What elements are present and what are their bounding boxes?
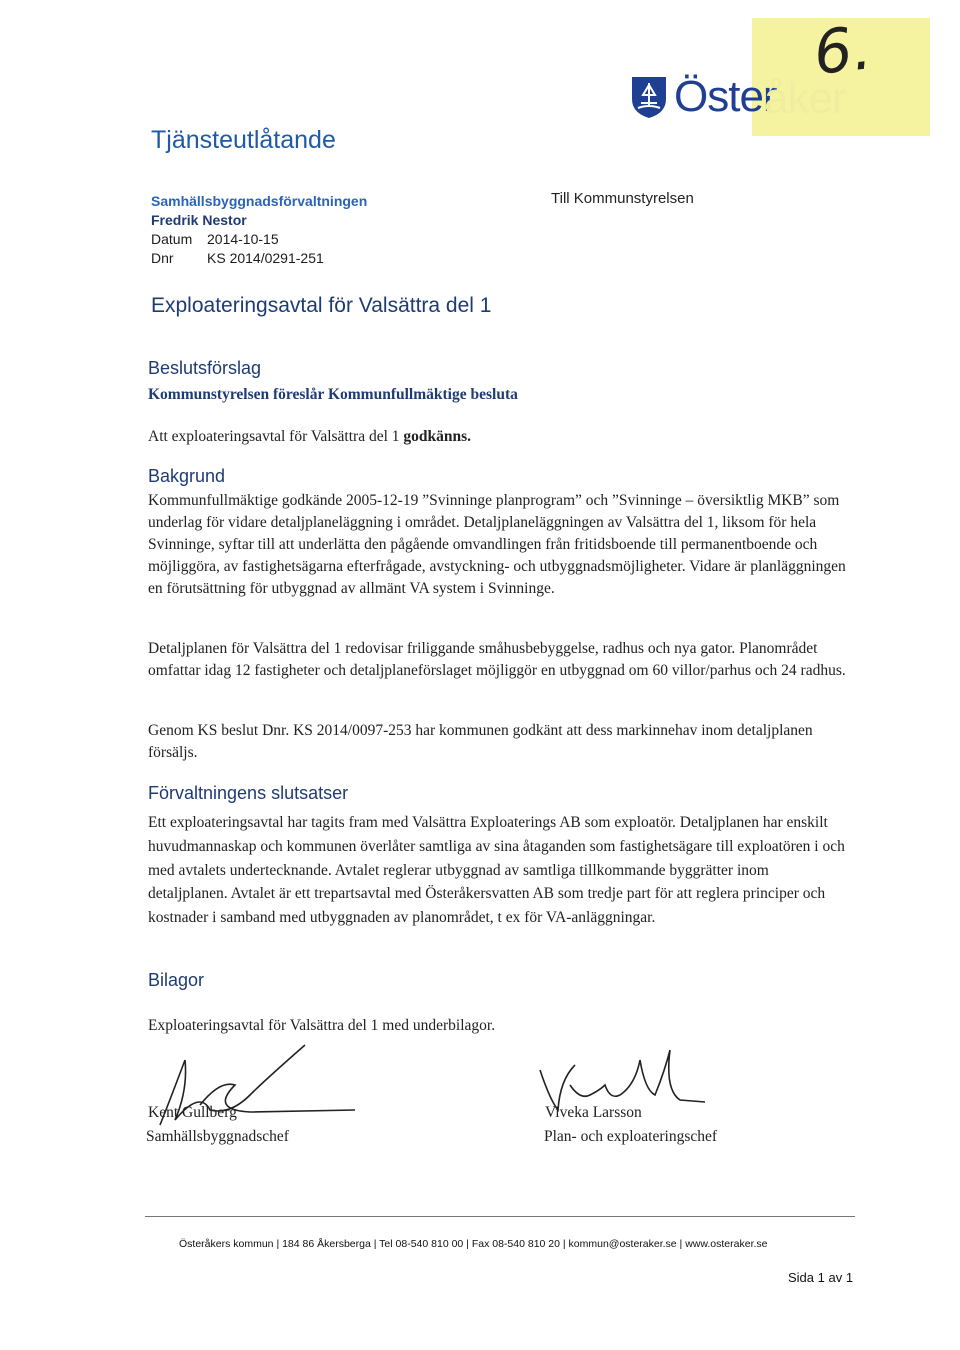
bakgrund-heading: Bakgrund <box>148 466 226 486</box>
date-label: Datum <box>151 231 193 247</box>
beslutsforslag-text <box>148 426 848 448</box>
footer-contact: Österåkers kommun | 184 86 Åkersberga | Tel 08-540 810 00 | Fax 08-540 810 20 | kommun@osteraker.se | www.osteraker.se <box>179 1238 768 1250</box>
sender-block <box>151 192 367 268</box>
bilagor-text: Exploateringsavtal för Valsättra del 1 med underbilagor. <box>148 1017 496 1034</box>
signatory-1-name: Kent Gullberg <box>148 1104 237 1121</box>
footer-divider <box>145 1216 855 1217</box>
bakgrund-paragraph-3: Genom KS beslut Dnr. KS 2014/0097-253 har kommunen godkänt att dess markinnehav inom detaljplanen försäljs. <box>148 722 813 761</box>
bakgrund-paragraph-2: Detaljplanen för Valsättra del 1 redovisar friliggande småhusbebyggelse, radhus och nya gator. Planområdet omfattar idag 12 fastigheter och detaljplaneförslaget möjliggör en utbyggnad om 60 villor/parhus och 24 radhus. <box>148 640 846 679</box>
beslutsforslag-subheading: Kommunstyrelsen föreslår Kommunfullmäktige besluta <box>148 386 518 403</box>
coat-of-arms-icon <box>630 75 668 119</box>
sender-organization: Samhällsbyggnadsförvaltningen <box>151 193 368 209</box>
document-type: Tjänsteutlåtande <box>151 126 336 154</box>
document-title: Exploateringsavtal för Valsättra del 1 <box>151 294 492 317</box>
recipient: Till Kommunstyrelsen <box>551 190 694 207</box>
date-row <box>151 230 367 249</box>
logo-wordmark: Öster <box>674 72 777 121</box>
slutsatser-heading: Förvaltningens slutsatser <box>148 783 349 803</box>
municipality-logo <box>630 72 777 122</box>
page-number: Sida 1 av 1 <box>788 1270 854 1285</box>
dnr-value: KS 2014/0291-251 <box>207 250 324 266</box>
sticky-note-number: 6. <box>810 13 875 89</box>
bakgrund-paragraph-1: Kommunfullmäktige godkände 2005-12-19 ”Svinninge planprogram” och ”Svinninge – översiktlig MKB” som underlag för vidare detaljplaneläggning i området. Detaljplaneläggningen av Valsättra del 1, liksom för hela Svinninge, syftar till att underlätta den pågående omvandlingen från fritidsboende till permanentboende och möjliggöra, av fastighetsägarna efterfrågade, avstyckning- och utbyggnadsmöjligheter. Vidare är planläggningen en förutsättning för utbyggnad av allmänt VA system i Svinninge. <box>148 492 846 597</box>
signatory-2-title: Plan- och exploateringschef <box>544 1128 718 1145</box>
logo-wordmark-faded: åker <box>764 74 846 123</box>
sender-person: Fredrik Nestor <box>151 212 247 228</box>
slutsatser-paragraph: Ett exploateringsavtal har tagits fram med Valsättra Exploaterings AB som exploatör. Detaljplanen har enskilt huvudmannaskap och kommunen överlåter samtliga av sina åtaganden som fastighetsägare till exploatören i och med avtalets undertecknande. Avtalet reglerar utbyggnad av samtliga tillkommande byggrätter inom detaljplanen. Avtalet är ett trepartsavtal med Österåkersvatten AB som tredje part för att reglera principer och kostnader i samband med utbyggnaden av planområdet, t ex för VA-anläggningar. <box>148 814 845 927</box>
dnr-row <box>151 249 367 268</box>
signatory-1-title: Samhällsbyggnadschef <box>146 1128 289 1145</box>
bilagor-heading: Bilagor <box>148 970 205 990</box>
beslutsforslag-text-prefix: Att exploateringsavtal för Valsättra del 1 <box>148 428 404 445</box>
beslutsforslag-text-bold: godkänns. <box>403 428 472 445</box>
dnr-label: Dnr <box>151 250 174 266</box>
date-value: 2014-10-15 <box>207 231 279 247</box>
signatory-2-name: Viveka Larsson <box>545 1104 642 1121</box>
beslutsforslag-heading: Beslutsförslag <box>148 358 262 378</box>
